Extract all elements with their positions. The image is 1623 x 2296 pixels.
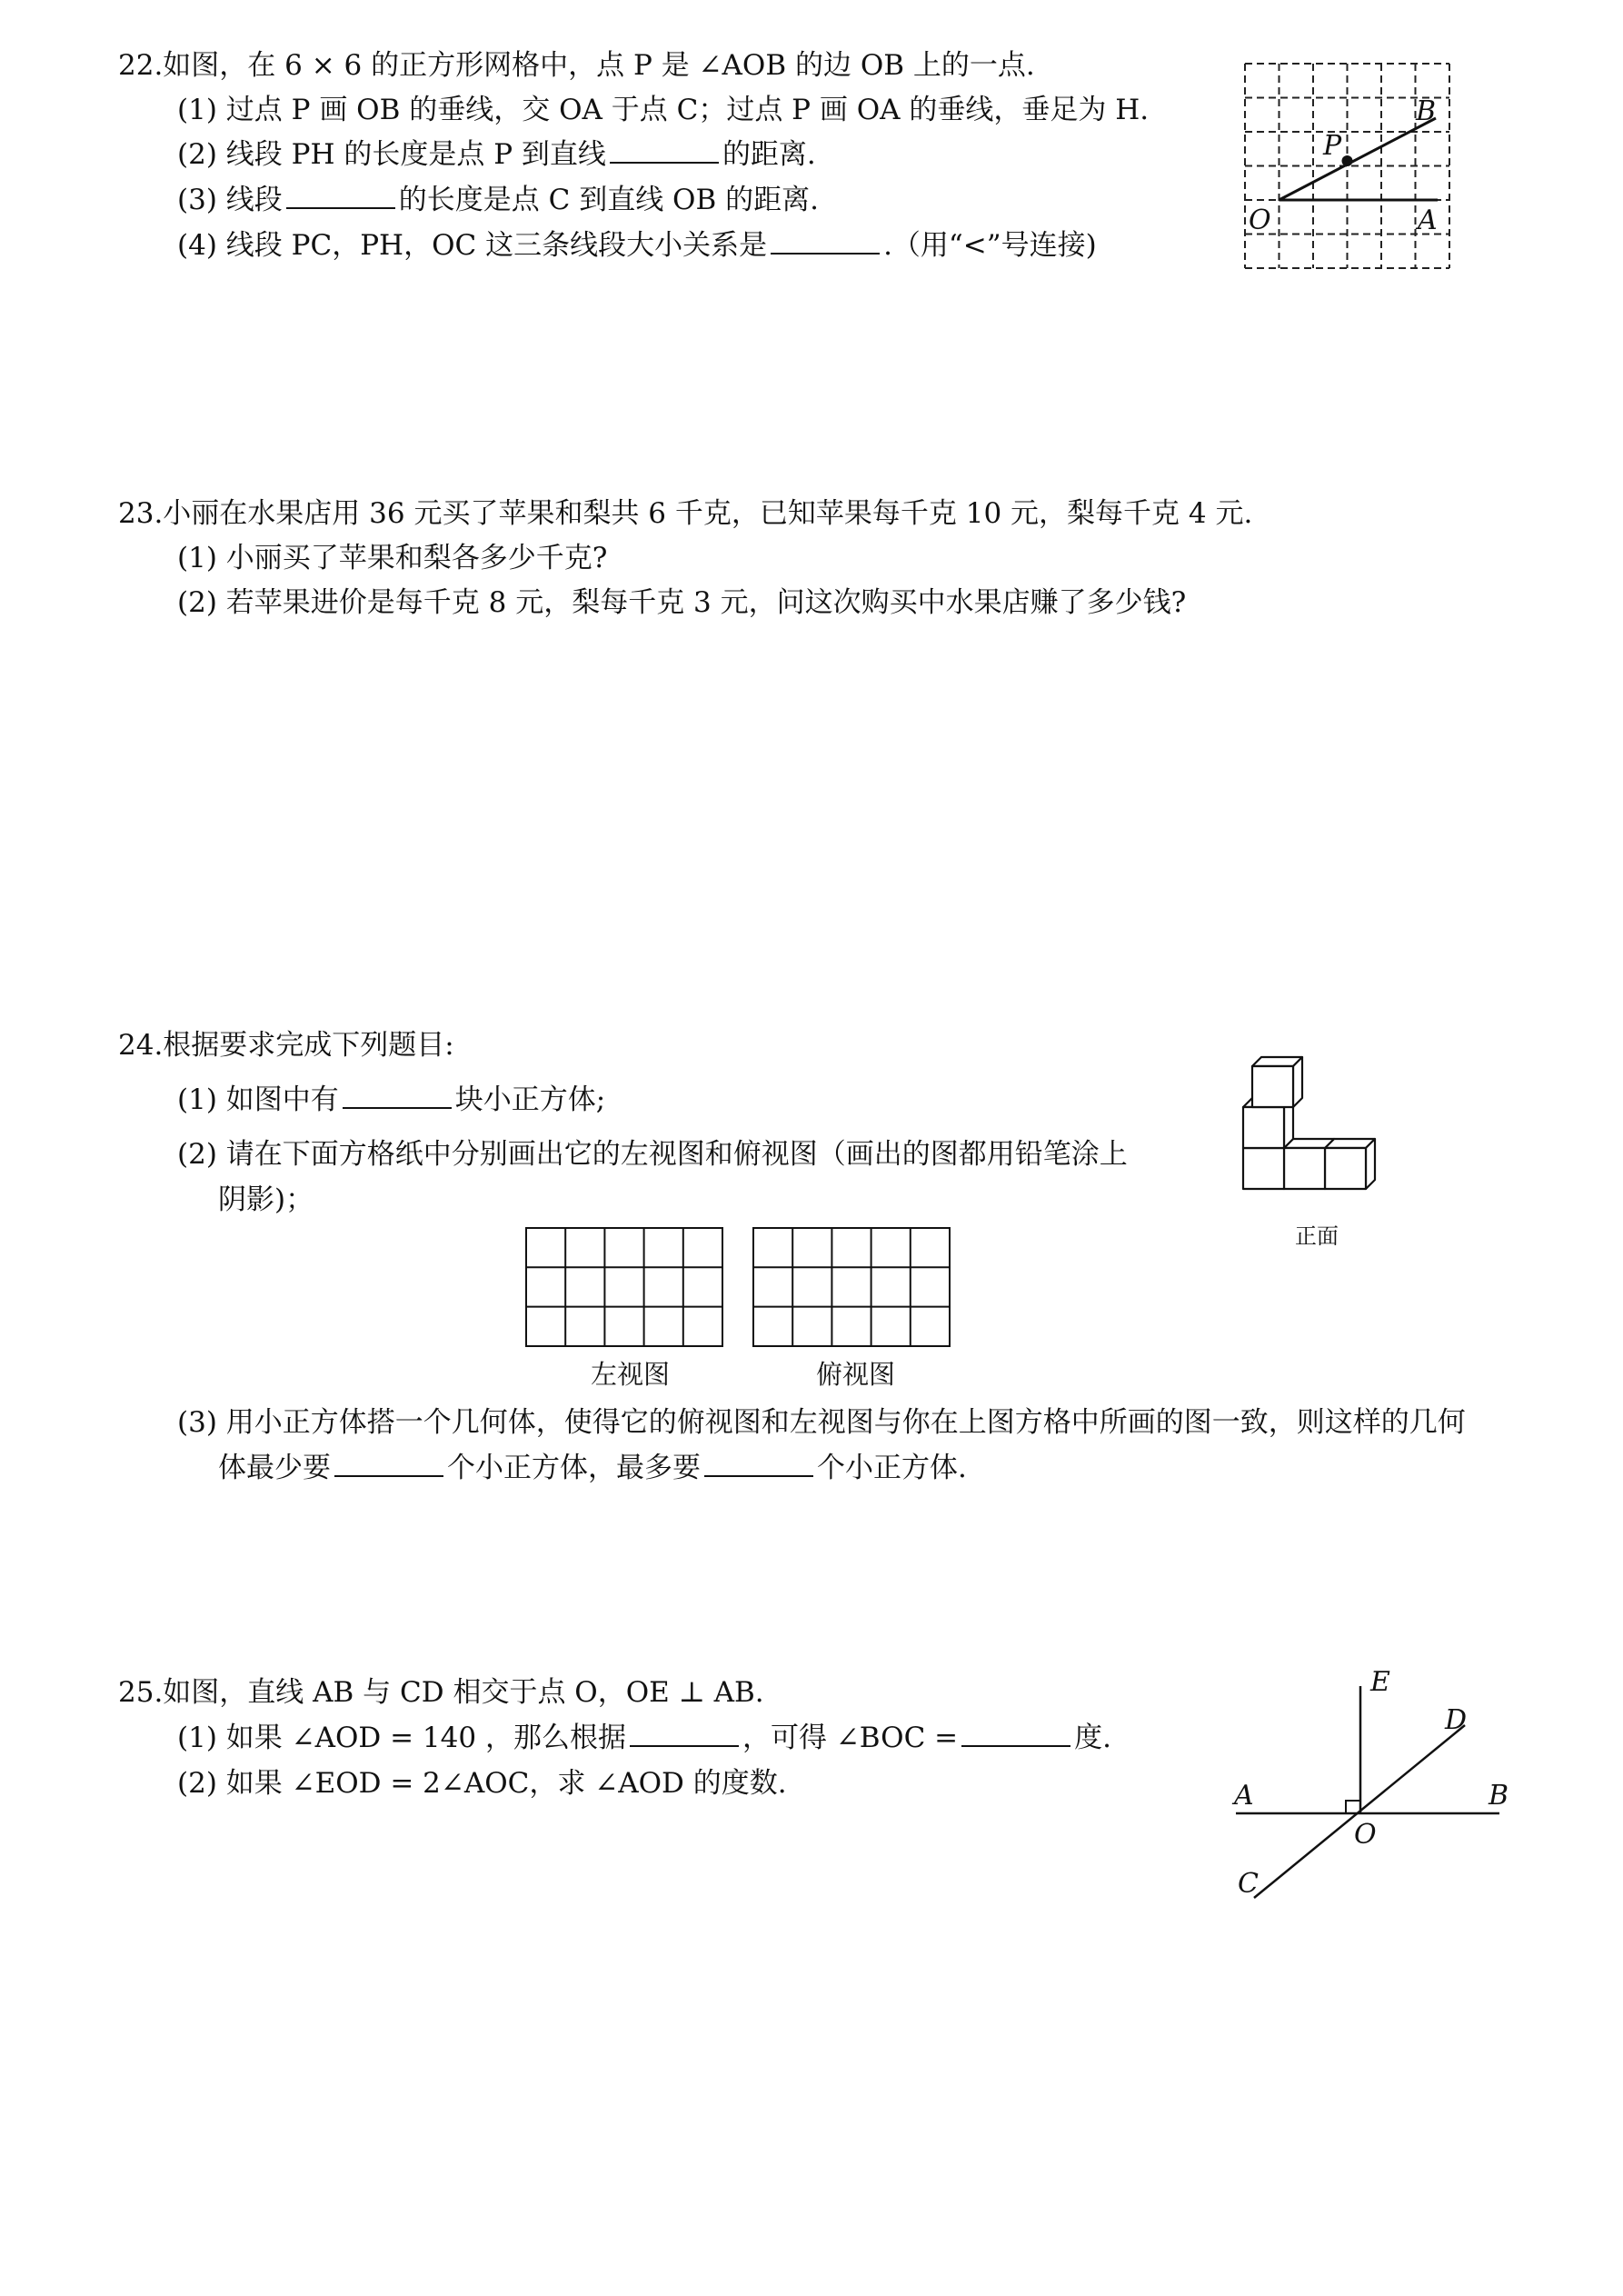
q25-intersect-figure	[1227, 1663, 1518, 1909]
answer-blank[interactable]	[771, 229, 880, 255]
q25-part2: (2) 如果 ∠EOD = 2∠AOC，求 ∠AOD 的度数.	[177, 1767, 787, 1800]
label-a: A	[1418, 205, 1438, 236]
left-view-caption: 左视图	[591, 1359, 671, 1390]
left-view-grid[interactable]	[525, 1227, 725, 1350]
ray-ob	[1279, 118, 1437, 200]
label-o: O	[1249, 205, 1271, 236]
q23-part1: (1) 小丽买了苹果和梨各多少千克?	[177, 542, 608, 574]
q24-part2-line1: (2) 请在下面方格纸中分别画出它的左视图和俯视图（画出的图都用铅笔涂上	[177, 1138, 1128, 1171]
q22-part4: (4) 线段 PC，PH，OC 这三条线段大小关系是 .（用“<”号连接)	[177, 229, 1097, 262]
q24-part2-line2: 阴影)；	[218, 1183, 314, 1216]
q25-stem: 25.如图，直线 AB 与 CD 相交于点 O，OE ⊥ AB.	[118, 1676, 764, 1709]
label-d: D	[1445, 1704, 1468, 1736]
front-label: 正面	[1295, 1223, 1339, 1249]
q24-part1: (1) 如图中有 块小正方体;	[177, 1083, 606, 1116]
q25-part1: (1) 如果 ∠AOD = 140 ，那么根据 ，可得 ∠BOC = 度.	[177, 1722, 1111, 1754]
q24-stem: 24.根据要求完成下列题目:	[118, 1029, 454, 1062]
cube-stack-figure	[1227, 1059, 1390, 1223]
q24-part3-line2: 体最少要 个小正方体，最多要 个小正方体.	[218, 1452, 967, 1484]
label-e: E	[1370, 1666, 1390, 1698]
label-b: B	[1416, 95, 1437, 127]
label-a: A	[1234, 1780, 1254, 1812]
q24-part3-line1: (3) 用小正方体搭一个几何体，使得它的俯视图和左视图与你在上图方格中所画的图一致，则这样的几何	[177, 1406, 1466, 1439]
label-c: C	[1238, 1868, 1259, 1900]
q22-grid-figure	[1236, 55, 1463, 282]
label-b: B	[1489, 1780, 1509, 1812]
q22-part3: (3) 线段 的长度是点 C 到直线 OB 的距离.	[177, 184, 819, 216]
q23-stem: 23.小丽在水果店用 36 元买了苹果和梨共 6 千克，已知苹果每千克 10 元，梨每千克 4 元.	[118, 497, 1253, 530]
q23-part2: (2) 若苹果进价是每千克 8 元，梨每千克 3 元，问这次购买中水果店赚了多少钱?	[177, 586, 1187, 619]
q22-stem: 22.如图，在 6 × 6 的正方形网格中，点 P 是 ∠AOB 的边 OB 上的一点.	[118, 49, 1035, 82]
answer-blank[interactable]	[334, 1452, 443, 1477]
answer-blank[interactable]	[704, 1452, 813, 1477]
answer-blank[interactable]	[343, 1083, 452, 1109]
answer-blank[interactable]	[630, 1722, 739, 1747]
top-view-grid[interactable]	[752, 1227, 952, 1350]
q22-part2: (2) 线段 PH 的长度是点 P 到直线 的距离.	[177, 138, 816, 171]
label-p: P	[1323, 130, 1342, 162]
answer-blank[interactable]	[610, 138, 719, 164]
answer-blank[interactable]	[286, 184, 395, 209]
label-o: O	[1354, 1819, 1377, 1851]
answer-blank[interactable]	[961, 1722, 1070, 1747]
top-view-caption: 俯视图	[816, 1359, 896, 1390]
q22-part1: (1) 过点 P 画 OB 的垂线，交 OA 于点 C；过点 P 画 OA 的垂线，垂足为 H.	[177, 94, 1150, 126]
point-p	[1342, 155, 1353, 166]
